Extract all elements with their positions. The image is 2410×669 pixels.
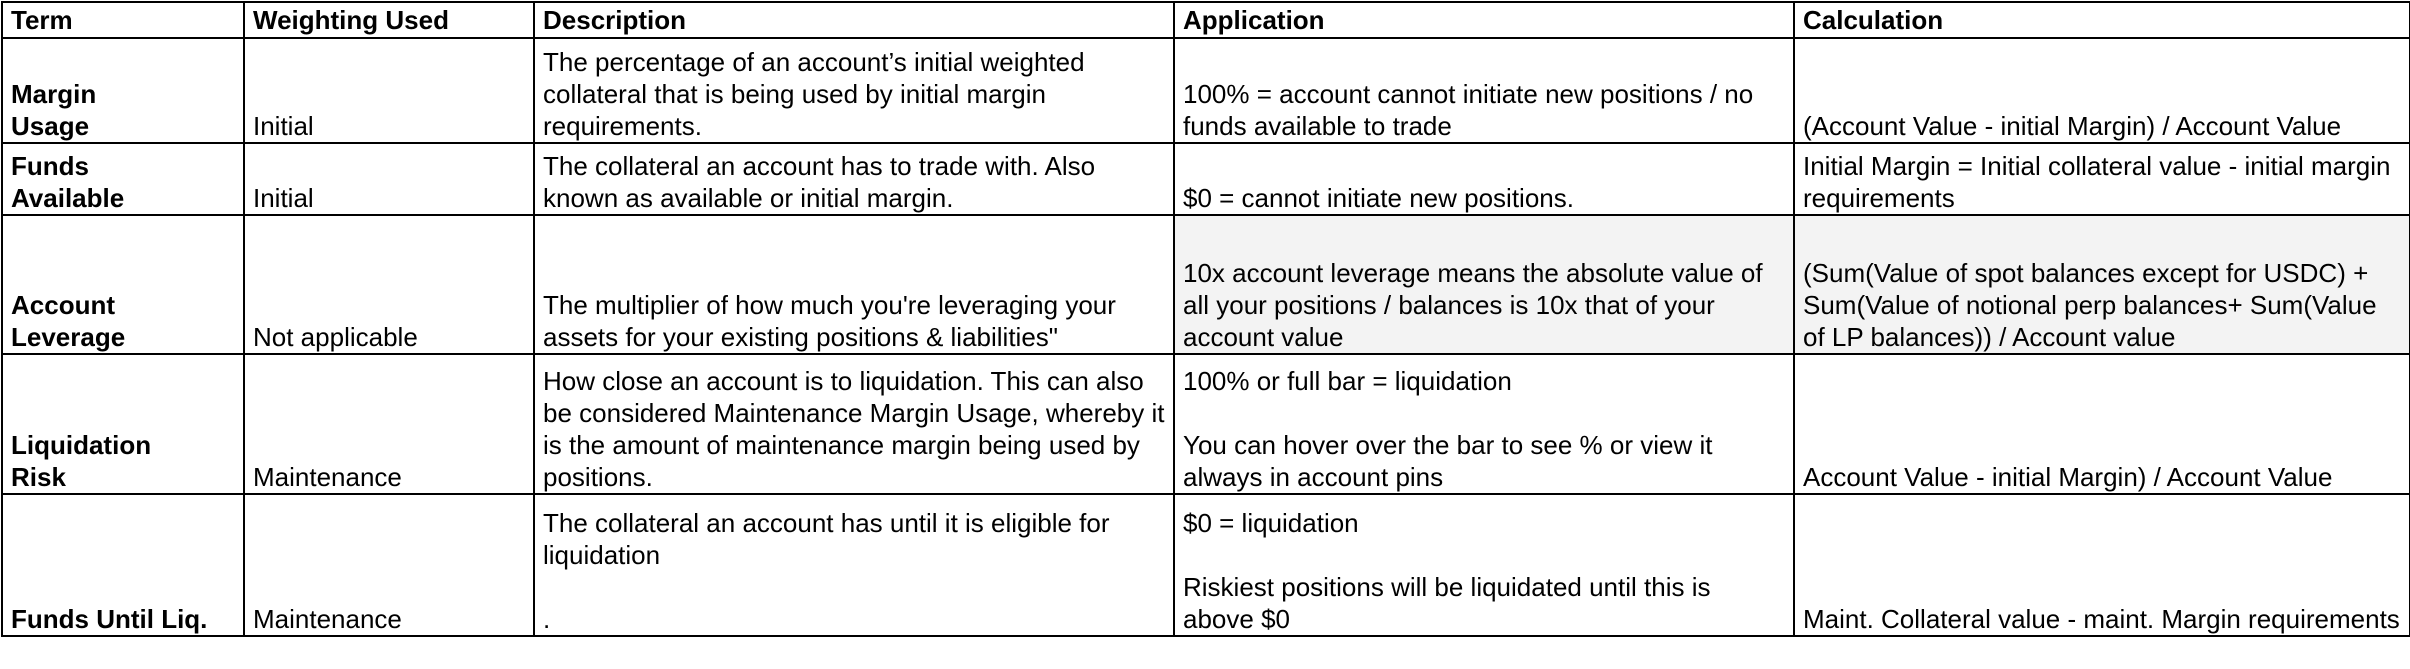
table-row — [2, 143, 2410, 215]
application-text: 100% or full bar = liquidation — [1183, 366, 1512, 396]
application-cell — [1174, 354, 1794, 494]
header-calculation: Calculation — [1794, 2, 2410, 38]
application-text: 10x account leverage means the absolute value of all your positions / balances is 10x that of your account value — [1183, 258, 1763, 352]
term-cell: Account Leverage — [2, 215, 244, 354]
application-text: Riskiest positions will be liquidated until this is above $0 — [1183, 572, 1711, 634]
table-row — [2, 354, 2410, 494]
weighting-cell: Not applicable — [244, 215, 534, 354]
calculation-cell: Account Value - initial Margin) / Account Value — [1794, 354, 2410, 494]
header-weighting: Weighting Used — [244, 2, 534, 38]
term-cell: Funds Until Liq. — [2, 494, 244, 636]
description-cell: How close an account is to liquidation. This can also be considered Maintenance Margin Usage, whereby it is the amount of maintenance margin being used by positions. — [534, 354, 1174, 494]
application-text: You can hover over the bar to see % or view it always in account pins — [1183, 430, 1713, 492]
application-text: $0 = cannot initiate new positions. — [1183, 183, 1574, 213]
weighting-cell: Initial — [244, 38, 534, 143]
spacer — [1183, 397, 1788, 429]
header-application: Application — [1174, 2, 1794, 38]
weighting-cell: Maintenance — [244, 354, 534, 494]
application-cell — [1174, 215, 1794, 354]
description-tail: . — [543, 604, 551, 634]
description-cell: The multiplier of how much you're leveraging your assets for your existing positions & liabilities" — [534, 215, 1174, 354]
weighting-cell: Initial — [244, 143, 534, 215]
table-row — [2, 215, 2410, 354]
application-cell — [1174, 494, 1794, 636]
description-cell — [534, 494, 1174, 636]
weighting-cell: Maintenance — [244, 494, 534, 636]
calculation-cell: (Account Value - initial Margin) / Account Value — [1794, 38, 2410, 143]
table-row — [2, 38, 2410, 143]
application-text: 100% = account cannot initiate new positions / no funds available to trade — [1183, 79, 1754, 141]
term-cell: Margin Usage — [2, 38, 244, 143]
description-cell: The percentage of an account’s initial weighted collateral that is being used by initial margin requirements. — [534, 38, 1174, 143]
term-cell: Funds Available — [2, 143, 244, 215]
table-row — [2, 494, 2410, 636]
description-cell: The collateral an account has to trade with. Also known as available or initial margin. — [534, 143, 1174, 215]
spacer — [1183, 539, 1788, 571]
term-cell: Liquidation Risk — [2, 354, 244, 494]
calculation-cell: (Sum(Value of spot balances except for USDC) + Sum(Value of notional perp balances+ Sum(Value of LP balances)) / Account value — [1794, 215, 2410, 354]
application-text: $0 = liquidation — [1183, 508, 1359, 538]
calculation-cell: Maint. Collateral value - maint. Margin requirements — [1794, 494, 2410, 636]
calculation-cell: Initial Margin = Initial collateral value - initial margin requirements — [1794, 143, 2410, 215]
header-row — [2, 2, 2410, 38]
header-term: Term — [2, 2, 244, 38]
header-description: Description — [534, 2, 1174, 38]
spacer — [543, 571, 1168, 603]
description-text: The collateral an account has until it is eligible for liquidation — [543, 508, 1110, 570]
application-cell — [1174, 38, 1794, 143]
application-cell — [1174, 143, 1794, 215]
margin-terms-table — [1, 1, 2410, 637]
